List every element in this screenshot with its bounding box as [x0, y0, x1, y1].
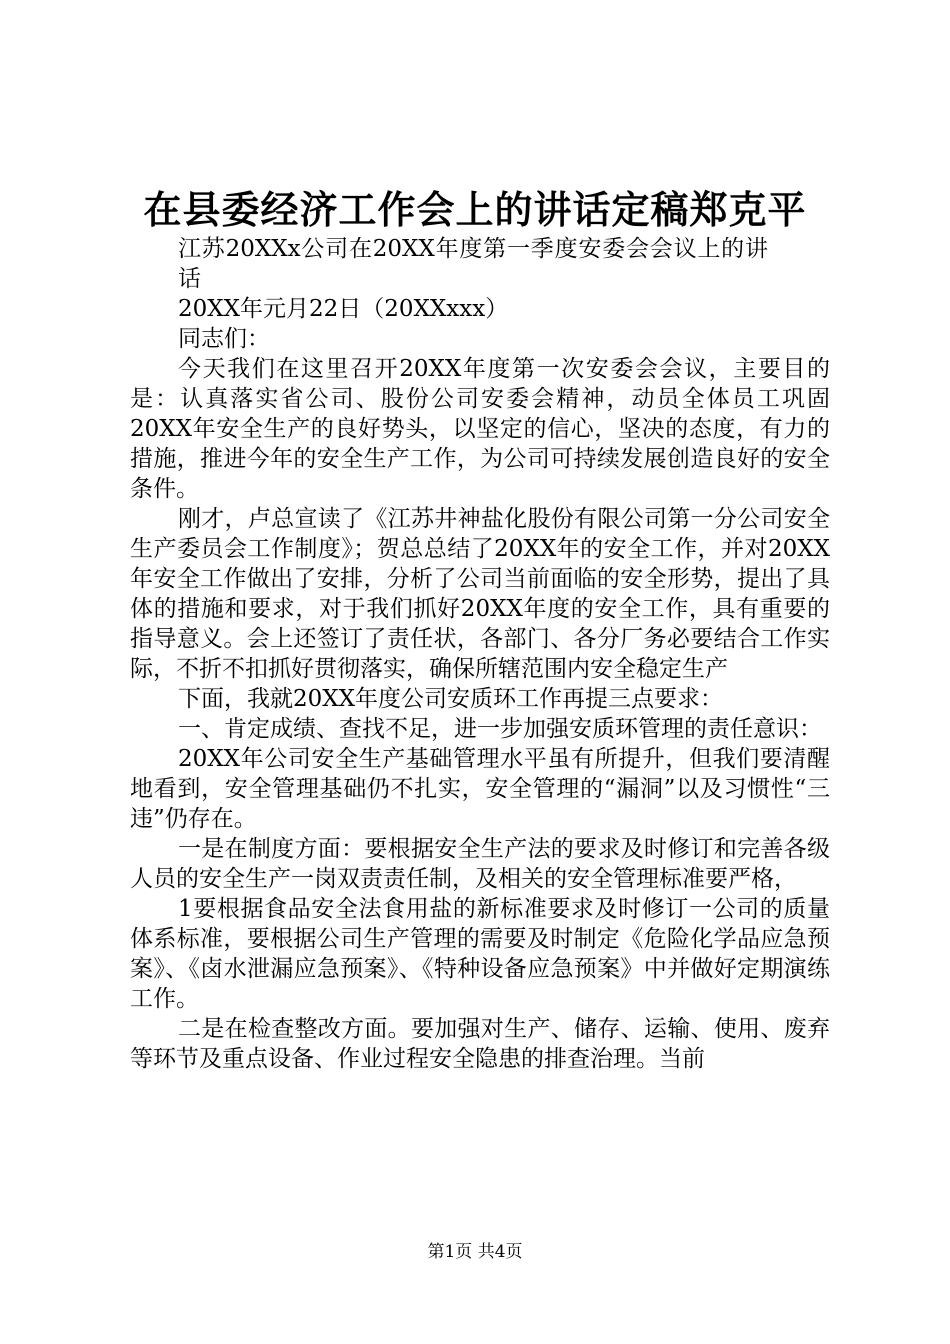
- body-paragraph: 今天我们在这里召开20XX年度第一次安委会会议，主要目的是：认真落实省公司、股份公司安委会精神，动员全体员工巩固20XX年安全生产的良好势头，以坚定的信心，坚决的态度，有力的措施，推进今年的安全生产工作，为公司可持续发展创造良好的安全条件。: [130, 356, 830, 502]
- section-heading: 一、肯定成绩、查找不足，进一步加强安质环管理的责任意识：: [178, 716, 822, 742]
- body-paragraph: 一是在制度方面：要根据安全生产法的要求及时修订和完善各级人员的安全生产一岗双责责任制，及相关的安全管理标准要严格，: [130, 836, 830, 892]
- page-number-footer: 第1页 共4页: [427, 1242, 523, 1262]
- body-paragraph: 下面，我就20XX年度公司安质环工作再提三点要求：: [178, 686, 724, 712]
- document-date: 20XX年元月22日（20XXxxx）: [178, 296, 509, 322]
- document-body: [130, 234, 830, 1074]
- body-paragraph: 1要根据食品安全法食用盐的新标准要求及时修订一公司的质量体系标准，要根据公司生产管理的需要及时制定《危险化学品应急预案》、《卤水泄漏应急预案》、《特种设备应急预案》中并做好定期演练工作。: [130, 896, 830, 1012]
- document-title: 在县委经济工作会上的讲话定稿郑克平: [143, 187, 807, 232]
- document-subtitle: 江苏20XXx公司在20XX年度第一季度安委会会议上的讲话: [178, 236, 768, 292]
- body-paragraph: 刚才，卢总宣读了《江苏井神盐化股份有限公司第一分公司安全生产委员会工作制度》；贺总总结了20XX年的安全工作，并对20XX年安全工作做出了安排，分析了公司当前面临的安全形势，提出了具体的措施和要求，对于我们抓好20XX年度的安全工作，具有重要的指导意义。会上还签订了责任状，各部门、各分厂务必要结合工作实际，不折不扣抓好贯彻落实，确保所辖范围内安全稳定生产: [130, 506, 830, 682]
- body-paragraph: 20XX年公司安全生产基础管理水平虽有所提升，但我们要清醒地看到，安全管理基础仍不扎实，安全管理的“漏洞”以及习惯性“三违”仍存在。: [130, 746, 830, 832]
- salutation: 同志们：: [178, 326, 270, 352]
- body-paragraph: 二是在检查整改方面。要加强对生产、储存、运输、使用、废弃等环节及重点设备、作业过程安全隐患的排查治理。当前: [130, 1016, 830, 1072]
